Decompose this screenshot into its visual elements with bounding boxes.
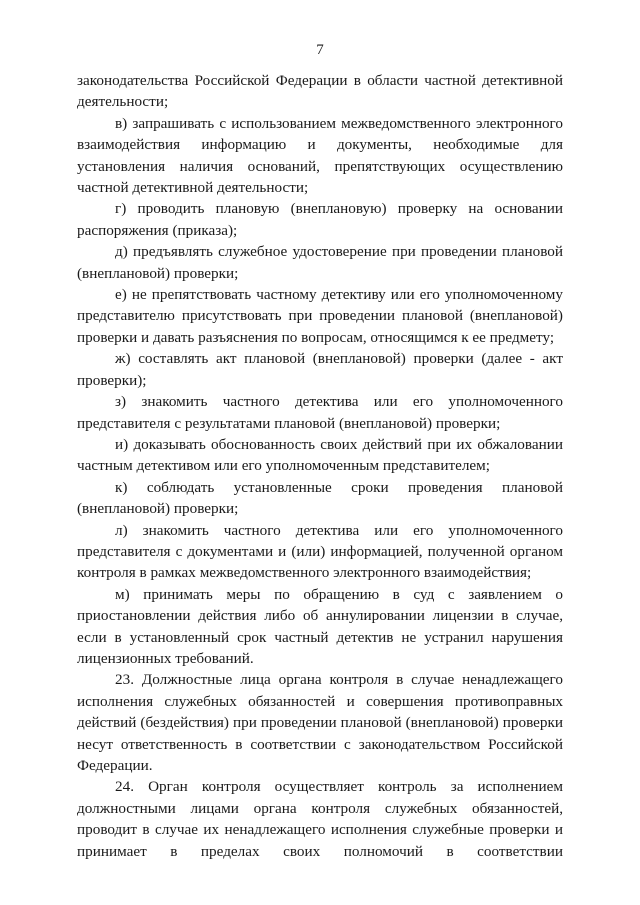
- document-body: [77, 70, 563, 862]
- list-item-m: м) принимать меры по обращению в суд с заявлением о приостановлении действия либо об аннулировании лицензии в случае, если в установленный срок частный детектив не устранил нарушения лицензионных требований.: [77, 585, 563, 667]
- list-item-k: к) соблюдать установленные сроки проведения плановой (внеплановой) проверки;: [77, 478, 563, 518]
- list-item-zh: ж) составлять акт плановой (внеплановой) проверки (далее - акт проверки);: [77, 350, 563, 389]
- clause-23: 23. Должностные лица органа контроля в случае ненадлежащего исполнения служебных обязанностей и совершения противоправных действий (бездействия) при проведении плановой (внеплановой) проверки несут ответственность в соответствии с законодательством Российской Федерации.: [77, 671, 563, 774]
- list-item-z: з) знакомить частного детектива или его уполномоченного представителя с результатами плановой (внеплановой) проверки;: [77, 393, 563, 432]
- list-item-d: д) предъявлять служебное удостоверение при проведении плановой (внеплановой) проверки;: [77, 243, 563, 282]
- page-number: 7: [316, 42, 324, 58]
- list-item-g: г) проводить плановую (внеплановую) проверку на основании распоряжения (приказа);: [77, 200, 563, 239]
- paragraph-continuation: законодательства Российской Федерации в области частной детективной деятельности;: [77, 72, 563, 111]
- list-item-v: в) запрашивать с использованием межведомственного электронного взаимодействия информацию и документы, необходимые для установления наличия оснований, препятствующих осуществлению частной детективной деятельности;: [77, 114, 563, 197]
- clause-24: 24. Орган контроля осуществляет контроль за исполнением должностными лицами органа контроля служебных обязанностей, проводит в случае их ненадлежащего исполнения служебные проверки и принимает в пределах своих полномочий в соответствии: [77, 778, 563, 860]
- list-item-e: е) не препятствовать частному детективу или его уполномоченному представителю присутствовать при проведении плановой (внеплановой) проверки и давать разъяснения по вопросам, относящимся к ее предмету;: [77, 286, 563, 346]
- list-item-l: л) знакомить частного детектива или его уполномоченного представителя с документами и (или) информацией, полученной органом контроля в рамках межведомственного электронного взаимодействия;: [77, 521, 563, 582]
- list-item-i: и) доказывать обоснованность своих действий при их обжаловании частным детективом или его уполномоченным представителем;: [77, 435, 563, 475]
